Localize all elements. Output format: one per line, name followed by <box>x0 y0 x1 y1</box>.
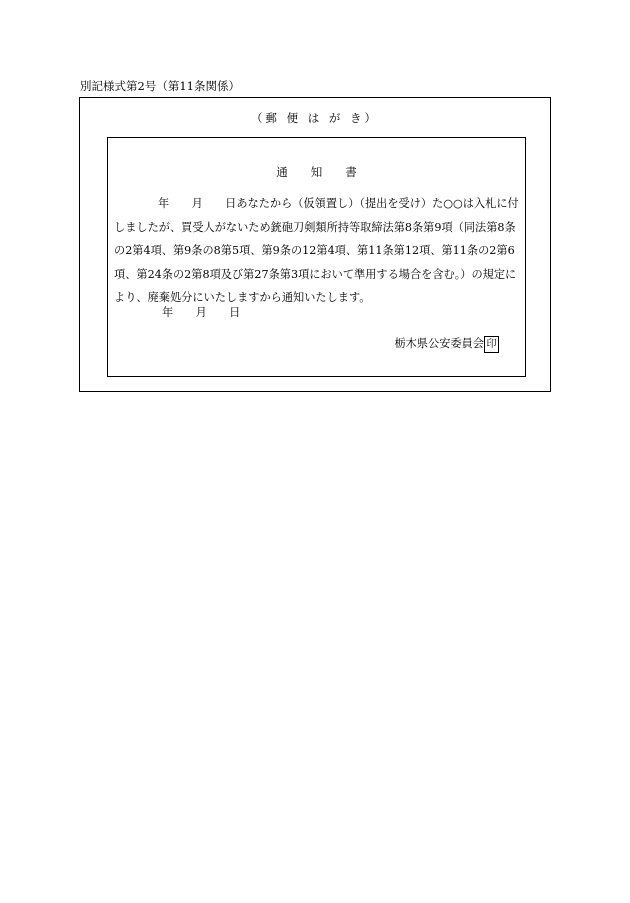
notice-body: 年 月 日あなたから（仮領置し）（提出を受け）た○○は入札に付しましたが、買受人がないため銃砲刀剣類所持等取締法第8条第9項（同法第8条の2第4項、第9条の8第5項、第9条の12第4項、第11条第12項、第11条の2第6項、第24条の2第8項及び第27条第3項において準用する場合を含む。）の規定により、廃棄処分にいたしますから通知いたします。 <box>114 197 519 304</box>
issuer-name: 栃木県公安委員会 <box>394 337 484 350</box>
issuer-signature <box>394 335 499 353</box>
postcard-frame <box>79 97 551 392</box>
seal-mark: 印 <box>484 336 499 353</box>
notice-title: 通 知 書 <box>276 165 357 179</box>
notice-date-line: 年 月 日 <box>162 306 241 319</box>
notice-frame <box>107 137 526 377</box>
postcard-heading: （郵 便 は が き） <box>250 111 380 125</box>
form-number-label: 別記様式第2号（第11条関係） <box>80 79 240 93</box>
